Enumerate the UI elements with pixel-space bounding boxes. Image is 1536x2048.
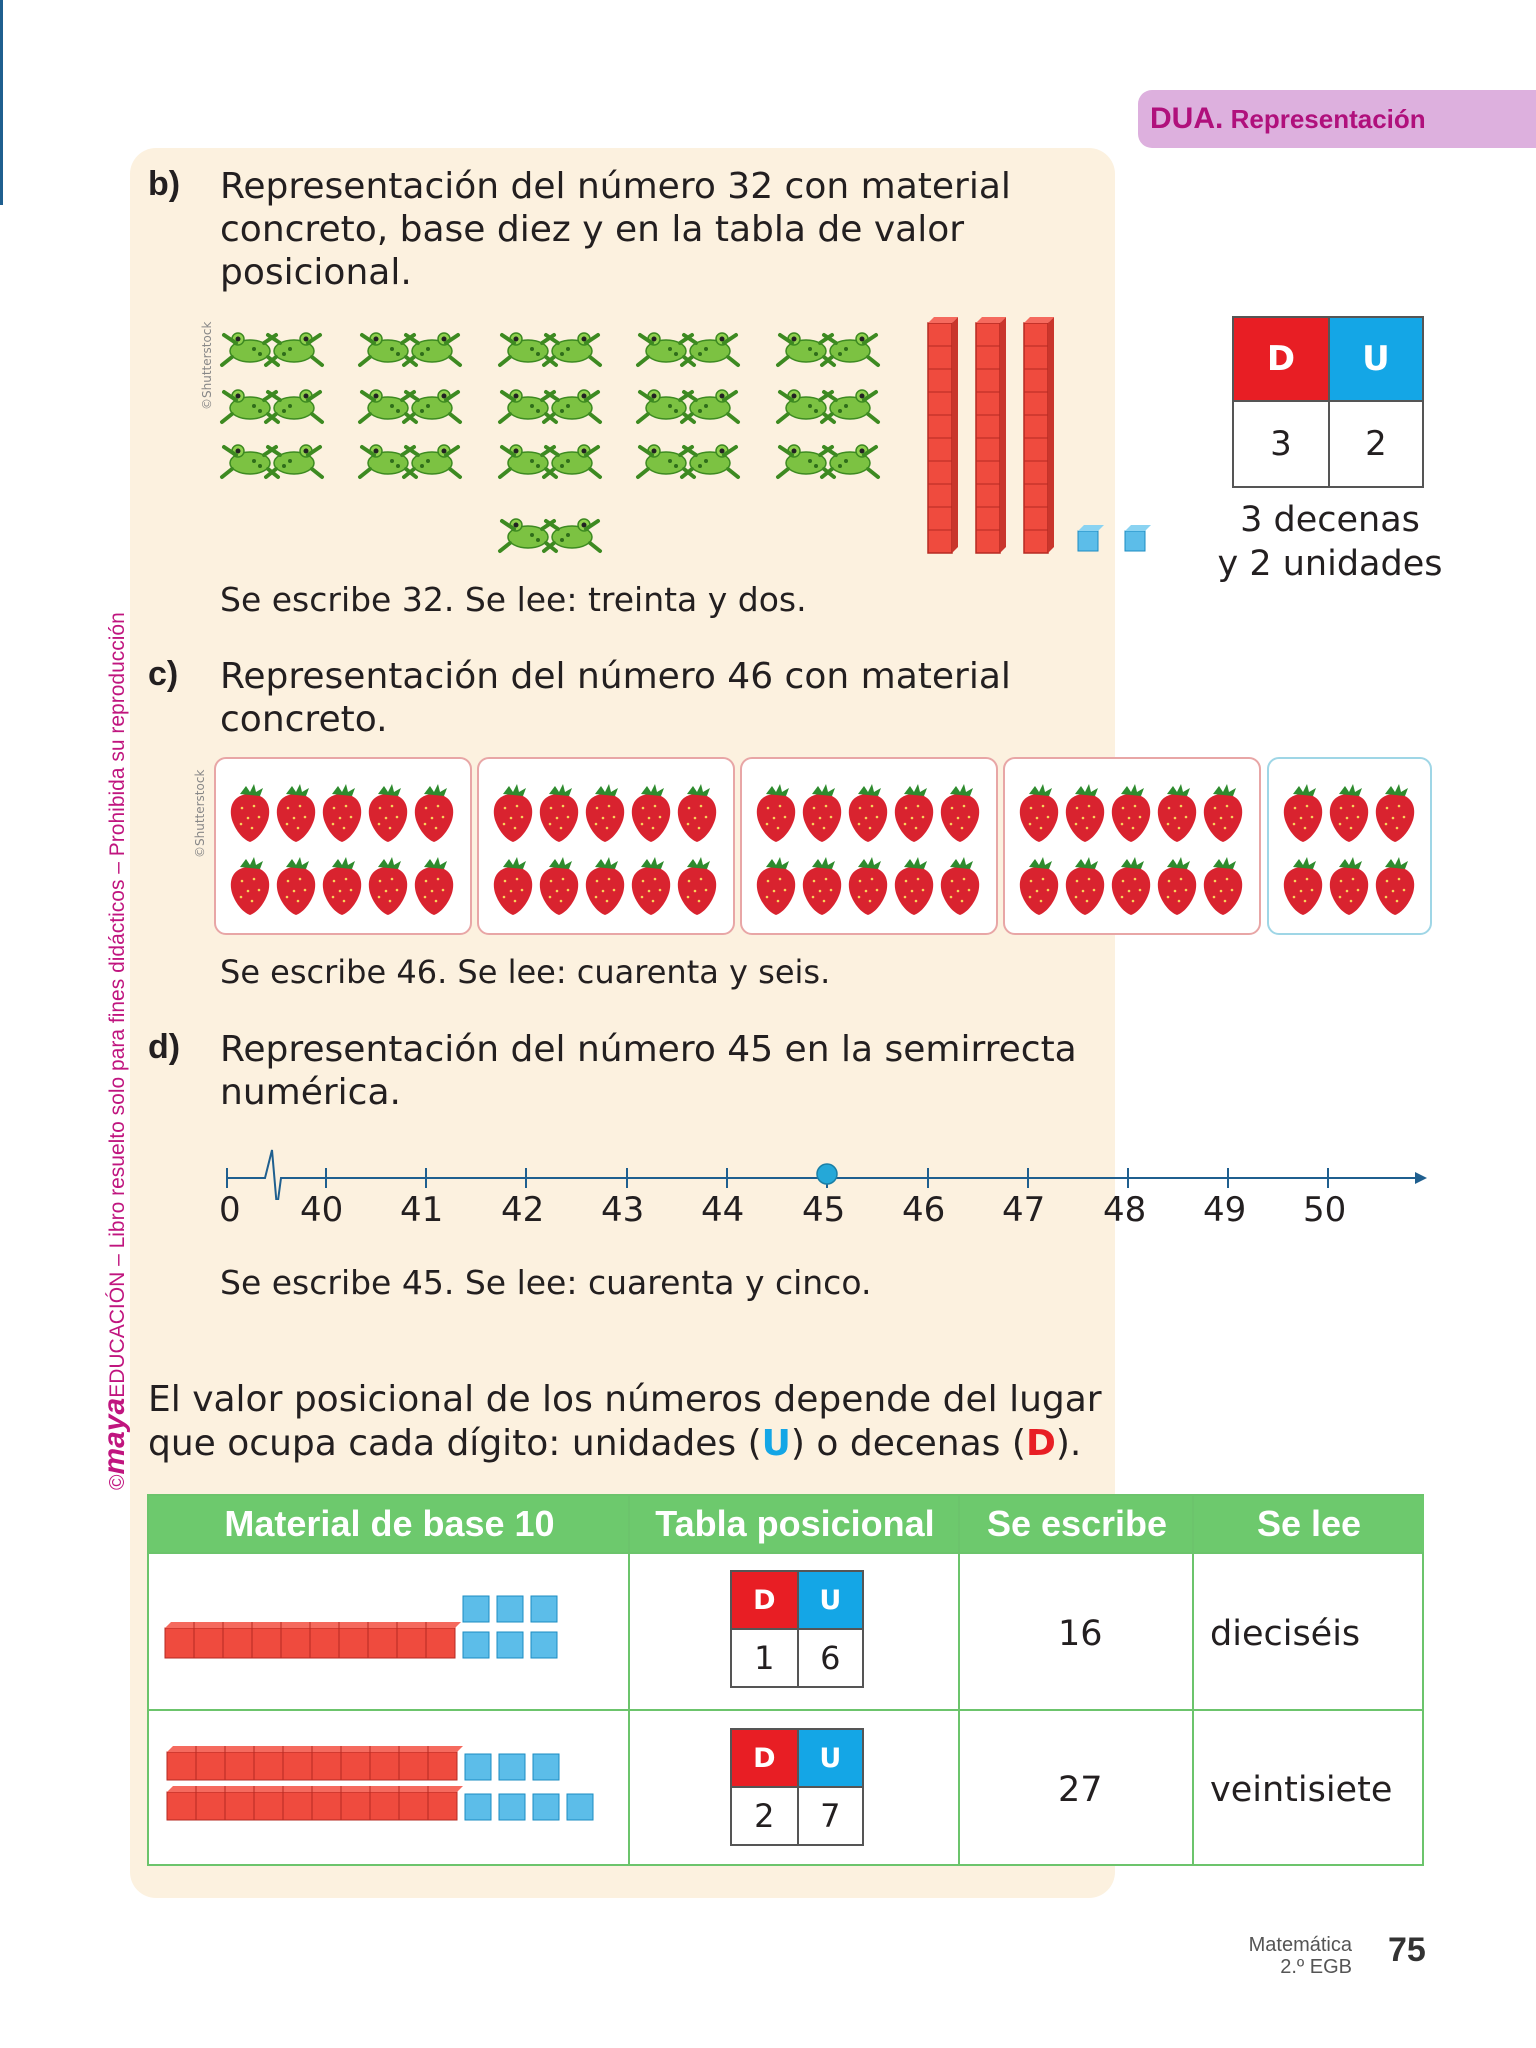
tick-label: 41 <box>400 1190 444 1230</box>
footer-subject <box>1180 1934 1352 1978</box>
tick-label: 43 <box>601 1190 645 1230</box>
left-edge-bar <box>0 0 3 205</box>
tens-value: 3 <box>1233 401 1329 487</box>
tens-value: 2 <box>731 1787 798 1845</box>
tick-label: 49 <box>1203 1190 1247 1230</box>
dua-label: DUA. <box>1150 102 1224 135</box>
tick-label: 0 <box>219 1190 241 1230</box>
written-number: 27 <box>1058 1770 1103 1810</box>
tens-letter: D <box>1025 1423 1056 1464</box>
tens-header: D <box>1233 317 1329 401</box>
label-d: d) <box>148 1028 181 1066</box>
frogs-and-blocks <box>210 305 1170 565</box>
col-header: Material de base 10 <box>149 1496 630 1552</box>
tick-label: 45 <box>802 1190 846 1230</box>
question-d <box>220 1028 1077 1114</box>
tick-label: 44 <box>701 1190 745 1230</box>
units-header: U <box>798 1729 863 1787</box>
brand-logo: maya <box>98 1397 131 1475</box>
question-c-line: Representación del número 46 con material <box>220 656 1011 697</box>
caption-b <box>1200 498 1460 586</box>
units-letter: U <box>761 1423 791 1464</box>
tens-header: D <box>731 1571 798 1629</box>
tick-label: 40 <box>300 1190 344 1230</box>
tick-label: 48 <box>1103 1190 1147 1230</box>
tick-label: 50 <box>1303 1190 1347 1230</box>
caption-line: 3 decenas <box>1240 500 1420 540</box>
tens-value: 1 <box>731 1629 798 1687</box>
caption-line: y 2 unidades <box>1217 544 1443 584</box>
written-number: 16 <box>1058 1614 1103 1654</box>
place-value-table-row1 <box>730 1570 864 1688</box>
photo-credit: ©Shutterstock <box>200 321 214 410</box>
read-number: veintisiete <box>1210 1770 1393 1810</box>
question-b-line: Representación del número 32 con material <box>220 166 1011 207</box>
sentence-d: Se escribe 45. Se lee: cuarenta y cinco. <box>220 1263 872 1302</box>
unit-cubes <box>1078 525 1151 551</box>
col-header: Tabla posicional <box>630 1496 960 1552</box>
explanation-line: que ocupa cada dígito: unidades (U) o decenas (D). <box>148 1423 1082 1464</box>
question-d-line: numérica. <box>220 1072 401 1113</box>
tick-label: 42 <box>501 1190 545 1230</box>
label-b: b) <box>148 165 181 203</box>
sentence-c: Se escribe 46. Se lee: cuarenta y seis. <box>220 953 831 991</box>
col-header: Se escribe <box>960 1496 1194 1552</box>
base-ten-table <box>147 1494 1424 1866</box>
place-value-table-row2 <box>730 1728 864 1846</box>
side-copyright <box>98 612 132 1490</box>
base-ten-blocks-16 <box>163 1586 583 1676</box>
frog-groups <box>222 333 878 551</box>
ten-rods <box>928 317 1054 553</box>
subject-name: Matemática <box>1248 1934 1352 1956</box>
units-value: 7 <box>798 1787 863 1845</box>
place-value-explanation <box>148 1378 1102 1466</box>
question-d-line: Representación del número 45 en la semirrecta <box>220 1029 1077 1070</box>
question-b-line: concreto, base diez y en la tabla de valor <box>220 209 965 250</box>
explanation-line: El valor posicional de los números depende del lugar <box>148 1379 1102 1420</box>
question-c-line: concreto. <box>220 699 388 740</box>
question-b-line: posicional. <box>220 252 412 293</box>
grade-level: 2.º EGB <box>1280 1956 1352 1978</box>
tick-label: 46 <box>902 1190 946 1230</box>
strawberries <box>214 757 1434 935</box>
copyright-text: EDUCACIÓN – Libro resuelto solo para fines didácticos – Prohibida su reproducción <box>106 612 129 1398</box>
photo-credit: ©Shutterstock <box>193 769 207 858</box>
units-header: U <box>1329 317 1423 401</box>
question-b <box>220 165 1011 294</box>
sentence-b: Se escribe 32. Se lee: treinta y dos. <box>220 580 807 619</box>
marked-point <box>817 1164 837 1184</box>
read-number: dieciséis <box>1210 1614 1361 1654</box>
tick-label: 47 <box>1002 1190 1046 1230</box>
copyright-symbol: © <box>106 1474 129 1490</box>
page-number: 75 <box>1388 1931 1426 1969</box>
base-ten-blocks-27 <box>165 1736 625 1836</box>
units-value: 6 <box>798 1629 863 1687</box>
dua-tag <box>1138 90 1536 148</box>
units-value: 2 <box>1329 401 1423 487</box>
tens-header: D <box>731 1729 798 1787</box>
col-header: Se lee <box>1194 1496 1424 1552</box>
units-header: U <box>798 1571 863 1629</box>
place-value-table-b <box>1232 316 1424 488</box>
dua-text: Representación <box>1230 104 1426 134</box>
question-c <box>220 655 1011 741</box>
label-c: c) <box>148 655 179 693</box>
